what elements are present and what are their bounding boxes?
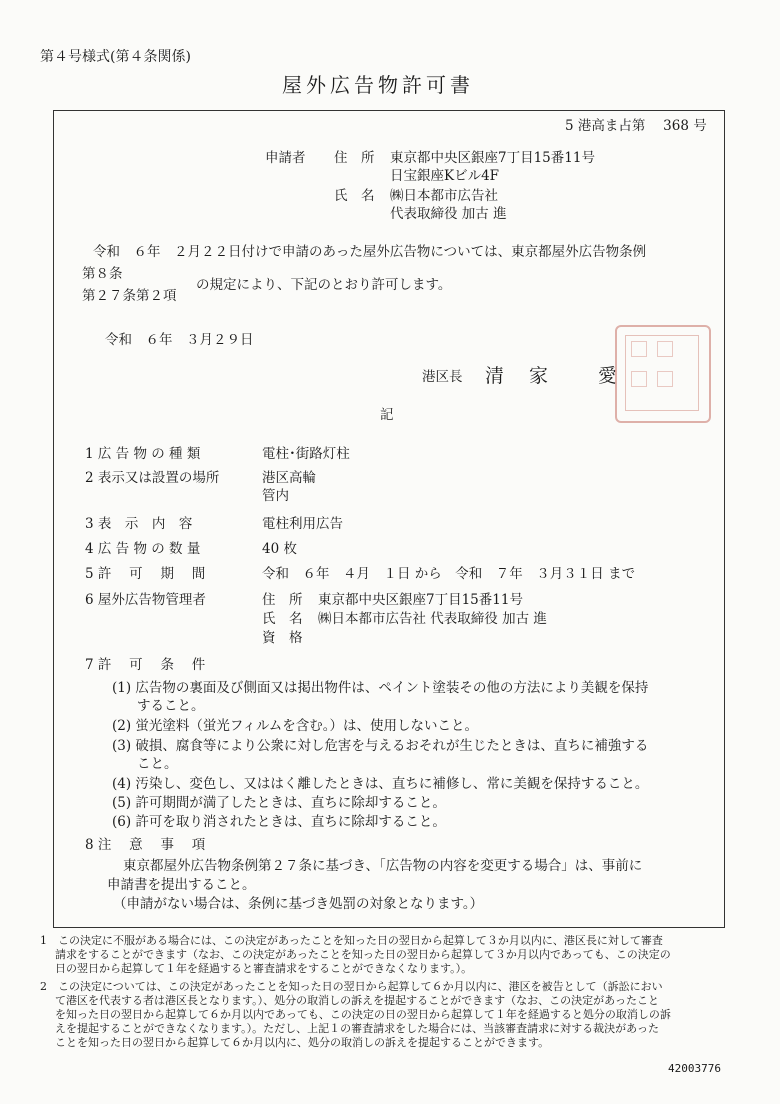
item2-label: 2 表示又は設置の場所 [85,470,220,486]
item4-label: 4 広 告 物 の 数 量 [85,541,201,557]
intro-tail: の規定により、下記のとおり許可します。 [196,277,452,293]
seal-glyph [657,371,673,387]
item6-address-label: 住 所 [262,592,303,608]
item1-label: 1 広 告 物 の 種 類 [85,446,201,462]
item2-value-line2: 管内 [262,488,289,504]
footnote-1-line1: 1 この決定に不服がある場合には、この決定があったことを知った日の翌日から起算して３か月以内に、港区長に対して審査 [40,934,663,947]
item2-value-line1: 港区高輪 [262,470,316,486]
issue-date: 令和 ６年 ３月２９日 [105,332,254,348]
condition-1-cont: すること。 [137,698,205,714]
item8-label: 8 注 意 事 項 [85,837,206,853]
intro-line1: 令和 ６年 ２月２２日付けで申請のあった屋外広告物については、東京都屋外広告物条例 [93,244,647,260]
form-label: 第４号様式(第４条関係) [40,49,191,65]
applicant-label: 申請者 [265,150,306,166]
condition-3: (3) 破損、腐食等により公衆に対し危害を与えるおそれが生じたときは、直ちに補強する [112,738,649,754]
condition-2: (2) 蛍光塗料（蛍光フィルムを含む。）は、使用しないこと。 [112,718,479,734]
mayor-name-family: 清 家 [485,365,552,387]
item6-address: 東京都中央区銀座7丁目15番11号 [318,592,523,608]
applicant-address-label: 住 所 [334,150,375,166]
applicant-name-line2: 代表取締役 加古 進 [390,206,507,222]
condition-6: (6) 許可を取り消されたときは、直ちに除却すること。 [112,814,446,830]
footnote-2-line2: て港区を代表する者は港区長となります。）、処分の取消しの訴えを提起することができます（なお、この決定があったこと [55,994,660,1007]
notice-line2: 申請書を提出すること。 [107,877,256,893]
document-code: 42003776 [668,1062,721,1075]
item6-qualification-label: 資 格 [262,630,303,646]
notice-line1: 東京都屋外広告物条例第２７条に基づき、「広告物の内容を変更する場合」は、事前に [123,858,643,874]
official-seal-stamp [615,325,711,423]
item1-value: 電柱･街路灯柱 [262,446,350,462]
item5-label: 5 許 可 期 間 [85,566,206,582]
item3-label: 3 表 示 内 容 [85,516,193,532]
condition-5: (5) 許可期間が満了したときは、直ちに除却すること。 [112,795,446,811]
applicant-address-line1: 東京都中央区銀座7丁目15番11号 [390,150,595,166]
permit-number: 5 港高ま占第 368 号 [565,118,707,134]
footnote-2-line4: えを提起することができなくなります。）。ただし、上記１の審査請求をした場合には、当該審査請求に対する裁決があった [55,1022,660,1035]
seal-glyph [631,371,647,387]
footnote-2-line5: ことを知った日の翌日から起算して６か月以内に、処分の取消しの訴えを提起することができます。 [55,1036,550,1049]
footnote-2-line1: 2 この決定については、この決定があったことを知った日の翌日から起算して６か月以内に、港区を被告として（訴訟におい [40,980,663,993]
footnote-1-line3: 日の翌日から起算して１年を経過すると審査請求をすることができなくなります。）。 [55,962,473,975]
ki-marker: 記 [380,407,394,423]
mayor-name-given: 愛 [598,365,618,387]
condition-3-cont: こと。 [137,756,178,772]
item6-name: ㈱日本都市広告社 代表取締役 加古 進 [318,611,547,627]
item3-value: 電柱利用広告 [262,516,343,532]
item6-name-label: 氏 名 [262,611,303,627]
seal-glyph [631,341,647,357]
footnote-2-line3: を知った日の翌日から起算して６か月以内であっても、この決定の日の翌日から起算して１年を経過すると処分の取消しの訴 [55,1008,671,1021]
notice-line3: （申請がない場合は、条例に基づき処罰の対象となります。） [113,896,484,912]
item5-value: 令和 ６年 ４月 １日 から 令和 ７年 ３月３１日 まで [262,566,636,582]
seal-glyph [657,341,673,357]
intro-article1: 第８条 [82,266,123,282]
mayor-title: 港区長 [422,369,463,385]
item7-label: 7 許 可 条 件 [85,657,206,673]
applicant-name-label: 氏 名 [334,188,375,204]
footnote-1-line2: 請求をすることができます（なお、この決定があったことを知った日の翌日から起算して３か月以内であっても、この決定の [55,948,671,961]
intro-article2: 第２７条第２項 [82,288,177,304]
condition-4: (4) 汚染し、変色し、又ははく離したときは、直ちに補修し、常に美観を保持すること。 [112,776,649,792]
document-title: 屋外広告物許可書 [282,73,474,97]
applicant-name-line1: ㈱日本都市広告社 [390,188,498,204]
item4-value: 40 枚 [262,541,297,557]
applicant-address-line2: 日宝銀座Kビル4F [390,168,500,184]
condition-1: (1) 広告物の裏面及び側面又は掲出物件は、ペイント塗装その他の方法により美観を保持 [112,680,649,696]
item6-label: 6 屋外広告物管理者 [85,592,206,608]
